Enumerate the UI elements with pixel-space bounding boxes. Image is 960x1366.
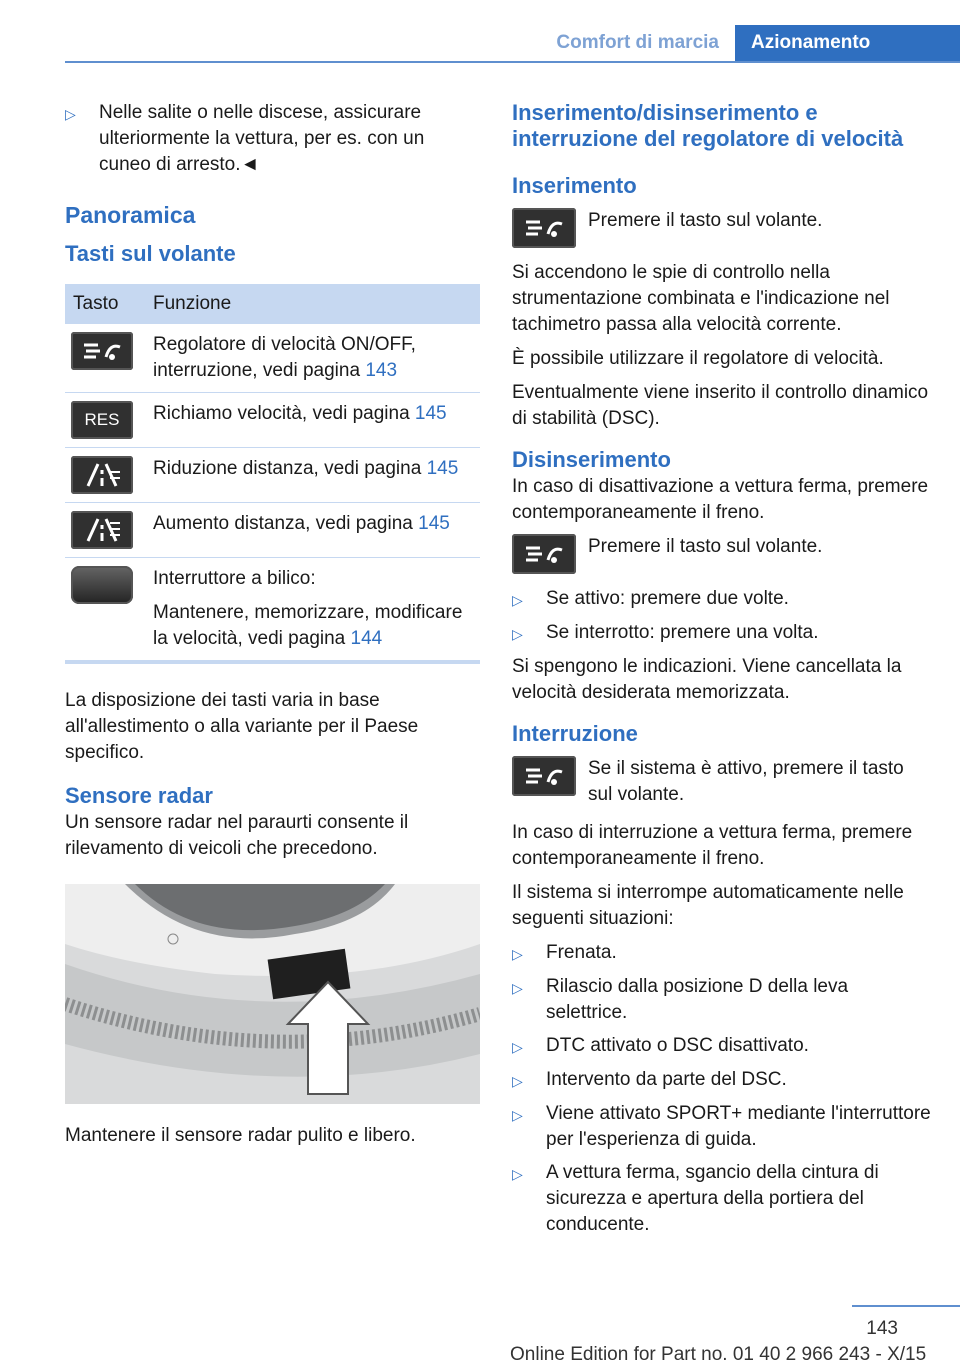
triangle-bullet-icon: ▷ — [512, 1166, 523, 1182]
right-column: Inserimento/disinserimento e interruzione del regolatore di velocità Inserimento Premere il tasto sul volante. Si accendono le spie di controllo nella strumentazione combinata e l'indicazione nel tachimetro passa alla velocità corrente. È possibile utilizzare il regolatore di velocità. Eventualmente viene inserito il controllo dinamico di stabilità (DSC). Disinserimento In caso di disattivazione a vettura ferma, premere contemporaneamente il freno. Premere il tasto sul volante. ▷ Se attivo: premere due volte. ▷ Se interrotto: premere una volta. Si spengono le indicazioni. Viene cancellata la velocità desiderata memorizzata. Interruzione Se il sistema è attivo, premere il tasto sul volante. In caso di interruzione a vettura ferma, premere contemporaneamente il freno. Il sistema si interrompe automaticamente nelle seguenti situazioni: ▷ Frenata. ▷ Rilascio dalla posizione D della leva selettrice. ▷ DTC attivato o DSC disattivato. ▷ Intervento da parte del DSC. ▷ Viene attivato SPORT+ mediante l'interruttore per l'esperienza di guida. ▷ A vettura ferma, sgancio della cintura di sicurezza e apertura della portiera del conducente. — [512, 100, 932, 1245]
page-link[interactable]: 143 — [365, 360, 398, 381]
table-row: RES Richiamo velocità, vedi pagina 145 — [65, 393, 480, 448]
cruise-control-button-icon — [512, 208, 576, 248]
cruise-control-button-icon — [71, 332, 133, 370]
table-row: Aumento distanza, vedi pagina 145 — [65, 503, 480, 558]
instruction-row: Se il sistema è attivo, premere il tasto sul volante. — [512, 756, 932, 808]
heading-sensore: Sensore radar — [65, 783, 213, 808]
list-item: ▷ DTC attivato o DSC disattivato. — [512, 1033, 932, 1060]
page-link[interactable]: 145 — [426, 458, 459, 479]
heading-main: Inserimento/disinserimento e interruzione del regolatore di velocità — [512, 100, 904, 151]
table-row: Interruttore a bilico: Mantenere, memorizzare, modificare la velocità, vedi pagina 144 — [65, 558, 480, 663]
triangle-bullet-icon: ▷ — [65, 106, 76, 122]
res-button-icon: RES — [71, 401, 133, 439]
triangle-bullet-icon: ▷ — [512, 1039, 523, 1055]
heading-interruzione: Interruzione — [512, 721, 638, 746]
triangle-bullet-icon: ▷ — [512, 980, 523, 996]
list-item: ▷ Intervento da parte del DSC. — [512, 1067, 932, 1094]
cruise-control-button-icon — [512, 756, 576, 796]
cruise-control-button-icon — [512, 534, 576, 574]
heading-panoramica: Panoramica — [65, 202, 196, 228]
page-link[interactable]: 145 — [418, 513, 450, 534]
col-header-funzione: Funzione — [145, 284, 480, 324]
header-section: Comfort di marcia — [556, 32, 719, 53]
list-item: ▷ Viene attivato SPORT+ mediante l'interruttore per l'esperienza di guida. — [512, 1101, 932, 1153]
table-row: Regolatore di velocità ON/OFF, interruzione, vedi pagina 143 — [65, 324, 480, 393]
heading-inserimento: Inserimento — [512, 173, 637, 198]
list-item: ▷ Frenata. — [512, 940, 932, 967]
header-chapter: Azionamento — [735, 25, 960, 61]
paragraph: Mantenere il sensore radar pulito e libero. — [65, 1125, 416, 1146]
page-link[interactable]: 145 — [414, 403, 447, 424]
page-header — [65, 25, 960, 63]
triangle-bullet-icon: ▷ — [512, 626, 523, 642]
triangle-bullet-icon: ▷ — [512, 592, 523, 608]
footer-rule — [852, 1305, 960, 1307]
paragraph: Un sensore radar nel paraurti consente il rilevamento di veicoli che precedono. — [65, 812, 409, 859]
distance-increase-icon — [71, 511, 133, 549]
radar-sensor-image — [65, 884, 480, 1104]
heading-disinserimento: Disinserimento — [512, 447, 671, 472]
rocker-switch-icon — [71, 566, 133, 604]
distance-reduce-icon — [71, 456, 133, 494]
left-column — [65, 100, 480, 1157]
instruction-row: Premere il tasto sul volante. — [512, 534, 932, 574]
col-header-tasto: Tasto — [65, 284, 145, 324]
list-item: ▷ Se interrotto: premere una volta. — [512, 620, 932, 647]
paragraph: La disposizione dei tasti varia in base all'allestimento o alla variante per il Paese specifico. — [65, 690, 419, 763]
buttons-table — [65, 284, 480, 664]
table-row: Riduzione distanza, vedi pagina 145 — [65, 448, 480, 503]
page-number: 143 — [866, 1318, 898, 1339]
heading-tasti: Tasti sul volante — [65, 241, 236, 266]
instruction-row: Premere il tasto sul volante. — [512, 208, 932, 248]
list-item: ▷ Rilascio dalla posizione D della leva selettrice. — [512, 974, 932, 1026]
list-item: ▷ Nelle salite o nelle discese, assicurare ulteriormente la vettura, per es. con un cuneo di arresto.◄ — [65, 100, 480, 178]
footer-edition: Online Edition for Part no. 01 40 2 966 243 - X/15 — [510, 1344, 927, 1365]
list-item: ▷ Se attivo: premere due volte. — [512, 586, 932, 613]
list-item: ▷ A vettura ferma, sgancio della cintura di sicurezza e apertura della portiera del conducente. — [512, 1160, 932, 1238]
triangle-bullet-icon: ▷ — [512, 1107, 523, 1123]
triangle-bullet-icon: ▷ — [512, 1073, 523, 1089]
triangle-bullet-icon: ▷ — [512, 946, 523, 962]
page-link[interactable]: 144 — [350, 628, 383, 649]
